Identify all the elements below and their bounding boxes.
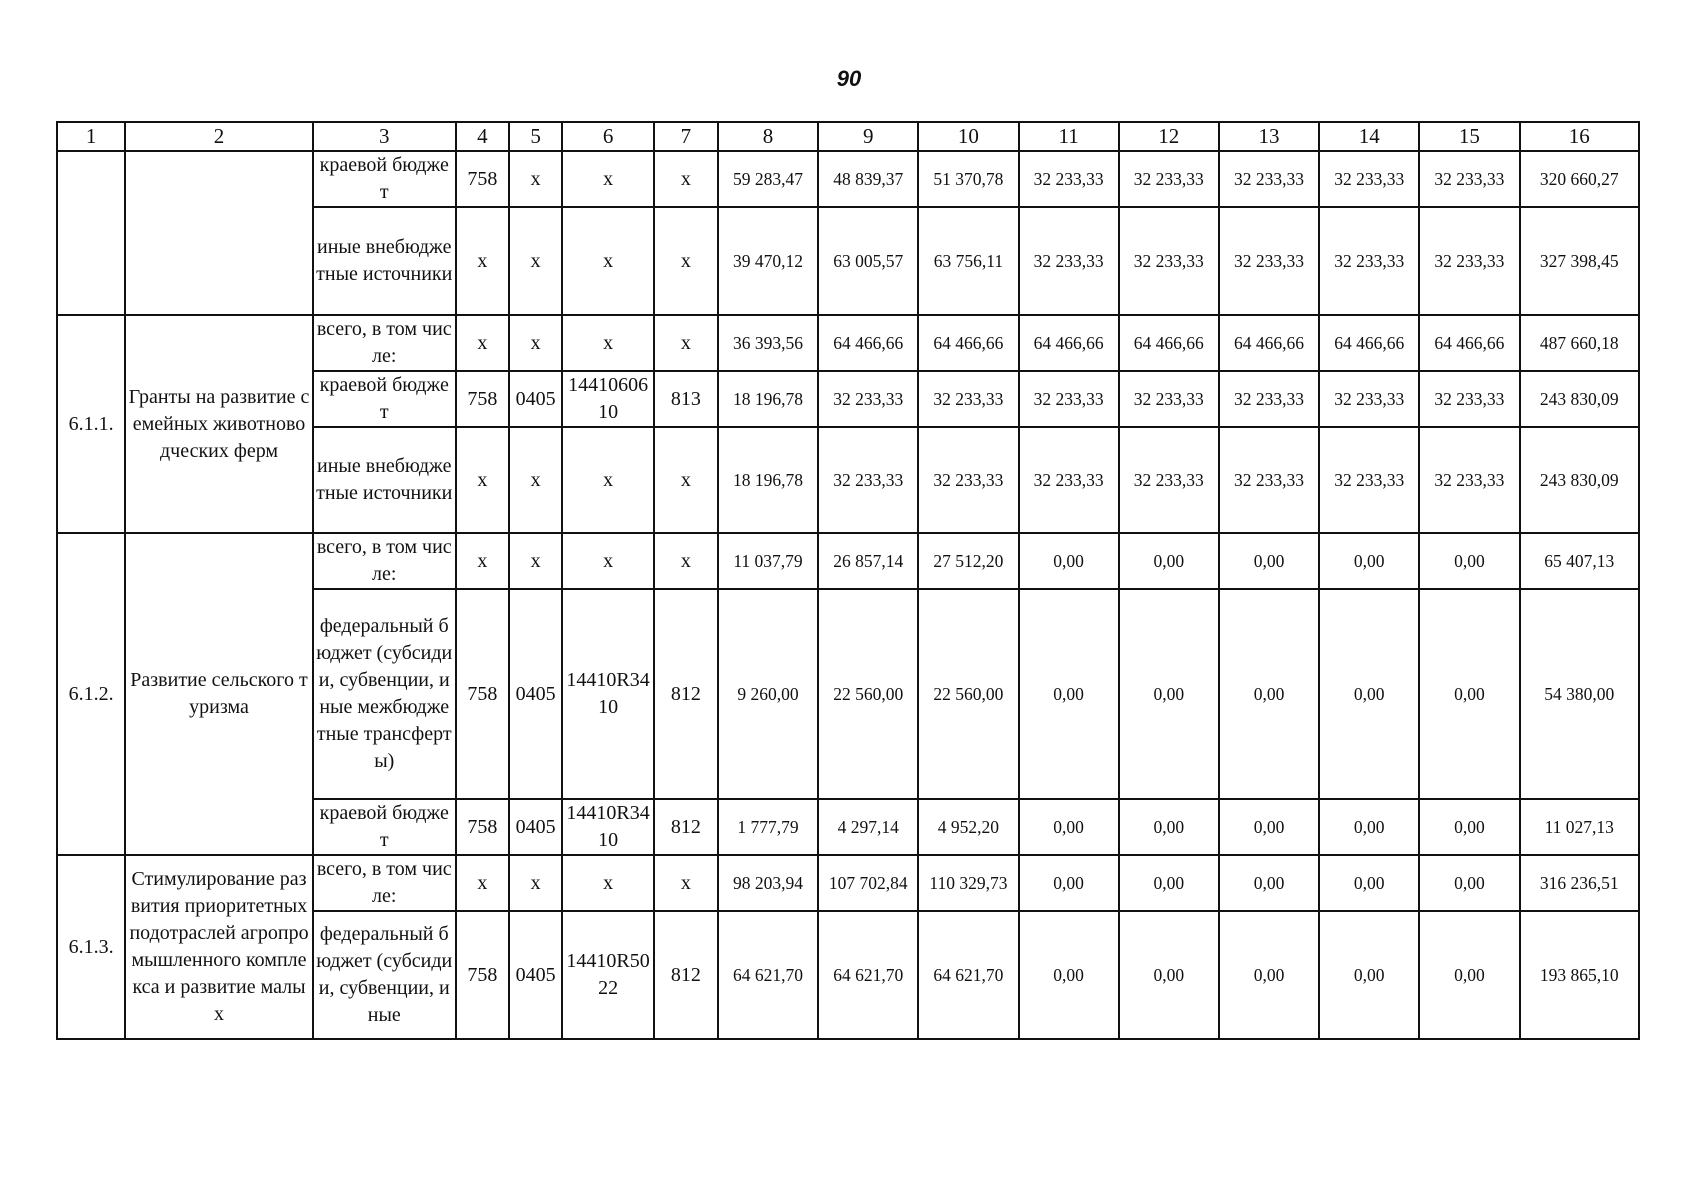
- ministry-code: х: [456, 315, 509, 371]
- section-code: 0405: [509, 799, 562, 855]
- section-code: 0405: [509, 589, 562, 799]
- amount-cell: 98 203,94: [718, 855, 818, 911]
- section-code: х: [509, 427, 562, 533]
- amount-cell: 59 283,47: [718, 151, 818, 207]
- amount-cell: 22 560,00: [818, 589, 918, 799]
- amount-cell: 0,00: [1019, 911, 1119, 1039]
- column-header: 4: [456, 122, 509, 151]
- amount-cell: 64 466,66: [918, 315, 1018, 371]
- target-article-code: х: [562, 427, 654, 533]
- amount-cell: 32 233,33: [1319, 371, 1419, 427]
- amount-cell: 0,00: [1319, 799, 1419, 855]
- amount-cell: 18 196,78: [718, 371, 818, 427]
- amount-cell: 22 560,00: [918, 589, 1018, 799]
- amount-cell: 63 005,57: [818, 207, 918, 315]
- target-article-code: 14410R5022: [562, 911, 654, 1039]
- amount-cell: 32 233,33: [1219, 427, 1319, 533]
- amount-cell: 64 466,66: [1319, 315, 1419, 371]
- amount-cell: 0,00: [1219, 533, 1319, 589]
- amount-cell: 11 037,79: [718, 533, 818, 589]
- amount-cell: 0,00: [1219, 589, 1319, 799]
- amount-cell: 327 398,45: [1520, 207, 1639, 315]
- amount-cell: 64 621,70: [718, 911, 818, 1039]
- funding-source: всего, в том числе:: [313, 855, 456, 911]
- ministry-code: х: [456, 533, 509, 589]
- amount-cell: 0,00: [1419, 855, 1519, 911]
- amount-cell: 32 233,33: [1119, 151, 1219, 207]
- ministry-code: х: [456, 855, 509, 911]
- amount-cell: 0,00: [1319, 911, 1419, 1039]
- column-header: 8: [718, 122, 818, 151]
- amount-cell: 243 830,09: [1520, 427, 1639, 533]
- amount-cell: 32 233,33: [1119, 427, 1219, 533]
- section-code: 0405: [509, 911, 562, 1039]
- amount-cell: 11 027,13: [1520, 799, 1639, 855]
- expense-type-code: х: [654, 533, 718, 589]
- amount-cell: 0,00: [1019, 589, 1119, 799]
- budget-table-body: [57, 122, 1639, 1039]
- column-header: 12: [1119, 122, 1219, 151]
- funding-source: краевой бюджет: [313, 799, 456, 855]
- ministry-code: 758: [456, 151, 509, 207]
- section-code: х: [509, 855, 562, 911]
- amount-cell: 9 260,00: [718, 589, 818, 799]
- item-number: 6.1.1.: [57, 315, 125, 533]
- amount-cell: 4 297,14: [818, 799, 918, 855]
- section-code: х: [509, 151, 562, 207]
- amount-cell: 18 196,78: [718, 427, 818, 533]
- column-header: 14: [1319, 122, 1419, 151]
- amount-cell: 32 233,33: [1419, 151, 1519, 207]
- amount-cell: 0,00: [1319, 855, 1419, 911]
- amount-cell: 32 233,33: [1119, 207, 1219, 315]
- ministry-code: 758: [456, 799, 509, 855]
- target-article-code: 14410R3410: [562, 589, 654, 799]
- amount-cell: 32 233,33: [918, 427, 1018, 533]
- expense-type-code: х: [654, 427, 718, 533]
- ministry-code: 758: [456, 589, 509, 799]
- amount-cell: 36 393,56: [718, 315, 818, 371]
- amount-cell: 0,00: [1119, 911, 1219, 1039]
- column-header: 11: [1019, 122, 1119, 151]
- expense-type-code: 812: [654, 799, 718, 855]
- amount-cell: 107 702,84: [818, 855, 918, 911]
- amount-cell: 0,00: [1219, 855, 1319, 911]
- budget-table: [56, 121, 1640, 1040]
- amount-cell: 64 466,66: [1119, 315, 1219, 371]
- ministry-code: х: [456, 427, 509, 533]
- target-article-code: х: [562, 533, 654, 589]
- item-name: Стимулирование развития приоритетных подотраслей агропромышленного комплекса и развитие малых: [125, 855, 313, 1039]
- amount-cell: 26 857,14: [818, 533, 918, 589]
- target-article-code: х: [562, 151, 654, 207]
- table-row: [57, 533, 1639, 589]
- amount-cell: 193 865,10: [1520, 911, 1639, 1039]
- amount-cell: 0,00: [1019, 855, 1119, 911]
- amount-cell: 0,00: [1319, 533, 1419, 589]
- expense-type-code: х: [654, 855, 718, 911]
- amount-cell: 320 660,27: [1520, 151, 1639, 207]
- amount-cell: 0,00: [1219, 911, 1319, 1039]
- expense-type-code: х: [654, 315, 718, 371]
- ministry-code: 758: [456, 911, 509, 1039]
- funding-source: всего, в том числе:: [313, 533, 456, 589]
- amount-cell: 32 233,33: [1419, 427, 1519, 533]
- target-article-code: 1441060610: [562, 371, 654, 427]
- amount-cell: 0,00: [1419, 533, 1519, 589]
- item-name-cell: [125, 151, 313, 315]
- amount-cell: 32 233,33: [1019, 427, 1119, 533]
- amount-cell: 32 233,33: [818, 427, 918, 533]
- ministry-code: х: [456, 207, 509, 315]
- amount-cell: 64 466,66: [1019, 315, 1119, 371]
- amount-cell: 0,00: [1119, 799, 1219, 855]
- funding-source: иные внебюджетные источники: [313, 427, 456, 533]
- amount-cell: 32 233,33: [1019, 151, 1119, 207]
- table-row: [57, 855, 1639, 911]
- amount-cell: 0,00: [1419, 589, 1519, 799]
- amount-cell: 0,00: [1019, 533, 1119, 589]
- table-row: [57, 315, 1639, 371]
- amount-cell: 32 233,33: [1419, 207, 1519, 315]
- amount-cell: 64 466,66: [818, 315, 918, 371]
- amount-cell: 0,00: [1119, 589, 1219, 799]
- amount-cell: 0,00: [1119, 533, 1219, 589]
- amount-cell: 32 233,33: [1419, 371, 1519, 427]
- expense-type-code: 812: [654, 589, 718, 799]
- amount-cell: 51 370,78: [918, 151, 1018, 207]
- amount-cell: 0,00: [1419, 799, 1519, 855]
- amount-cell: 27 512,20: [918, 533, 1018, 589]
- item-number: 6.1.2.: [57, 533, 125, 855]
- target-article-code: х: [562, 855, 654, 911]
- item-number-cell: [57, 151, 125, 315]
- amount-cell: 32 233,33: [1319, 427, 1419, 533]
- section-code: 0405: [509, 371, 562, 427]
- column-header: 7: [654, 122, 718, 151]
- column-header: 16: [1520, 122, 1639, 151]
- table-row: [57, 151, 1639, 207]
- expense-type-code: х: [654, 151, 718, 207]
- target-article-code: х: [562, 315, 654, 371]
- amount-cell: 0,00: [1419, 911, 1519, 1039]
- column-header: 15: [1419, 122, 1519, 151]
- expense-type-code: х: [654, 207, 718, 315]
- item-number: 6.1.3.: [57, 855, 125, 1039]
- column-header: 10: [918, 122, 1018, 151]
- amount-cell: 32 233,33: [1319, 151, 1419, 207]
- amount-cell: 64 621,70: [918, 911, 1018, 1039]
- item-name: Развитие сельского туризма: [125, 533, 313, 855]
- header-row: [57, 122, 1639, 151]
- amount-cell: 243 830,09: [1520, 371, 1639, 427]
- amount-cell: 32 233,33: [1219, 371, 1319, 427]
- amount-cell: 487 660,18: [1520, 315, 1639, 371]
- amount-cell: 1 777,79: [718, 799, 818, 855]
- amount-cell: 32 233,33: [1319, 207, 1419, 315]
- amount-cell: 63 756,11: [918, 207, 1018, 315]
- amount-cell: 32 233,33: [1119, 371, 1219, 427]
- funding-source: краевой бюджет: [313, 151, 456, 207]
- column-header: 9: [818, 122, 918, 151]
- amount-cell: 32 233,33: [818, 371, 918, 427]
- funding-source: федеральный бюджет (субсидии, субвенции, иные: [313, 911, 456, 1039]
- expense-type-code: 813: [654, 371, 718, 427]
- amount-cell: 64 466,66: [1219, 315, 1319, 371]
- amount-cell: 110 329,73: [918, 855, 1018, 911]
- amount-cell: 65 407,13: [1520, 533, 1639, 589]
- amount-cell: 32 233,33: [1019, 371, 1119, 427]
- target-article-code: 14410R3410: [562, 799, 654, 855]
- amount-cell: 32 233,33: [918, 371, 1018, 427]
- amount-cell: 0,00: [1319, 589, 1419, 799]
- target-article-code: х: [562, 207, 654, 315]
- page-number: 90: [836, 66, 862, 91]
- expense-type-code: 812: [654, 911, 718, 1039]
- funding-source: федеральный бюджет (субсидии, субвенции, иные межбюджетные трансферты): [313, 589, 456, 799]
- amount-cell: 48 839,37: [818, 151, 918, 207]
- amount-cell: 316 236,51: [1520, 855, 1639, 911]
- column-header: 5: [509, 122, 562, 151]
- ministry-code: 758: [456, 371, 509, 427]
- item-name: Гранты на развитие семейных животноводческих ферм: [125, 315, 313, 533]
- amount-cell: 32 233,33: [1219, 207, 1319, 315]
- amount-cell: 0,00: [1119, 855, 1219, 911]
- amount-cell: 0,00: [1219, 799, 1319, 855]
- column-header: 6: [562, 122, 654, 151]
- amount-cell: 32 233,33: [1019, 207, 1119, 315]
- amount-cell: 4 952,20: [918, 799, 1018, 855]
- section-code: х: [509, 533, 562, 589]
- column-header: 1: [57, 122, 125, 151]
- funding-source: краевой бюджет: [313, 371, 456, 427]
- column-header: 13: [1219, 122, 1319, 151]
- section-code: х: [509, 207, 562, 315]
- funding-source: иные внебюджетные источники: [313, 207, 456, 315]
- column-header: 2: [125, 122, 313, 151]
- amount-cell: 32 233,33: [1219, 151, 1319, 207]
- amount-cell: 0,00: [1019, 799, 1119, 855]
- amount-cell: 39 470,12: [718, 207, 818, 315]
- amount-cell: 64 621,70: [818, 911, 918, 1039]
- amount-cell: 64 466,66: [1419, 315, 1519, 371]
- amount-cell: 54 380,00: [1520, 589, 1639, 799]
- funding-source: всего, в том числе:: [313, 315, 456, 371]
- section-code: х: [509, 315, 562, 371]
- column-header: 3: [313, 122, 456, 151]
